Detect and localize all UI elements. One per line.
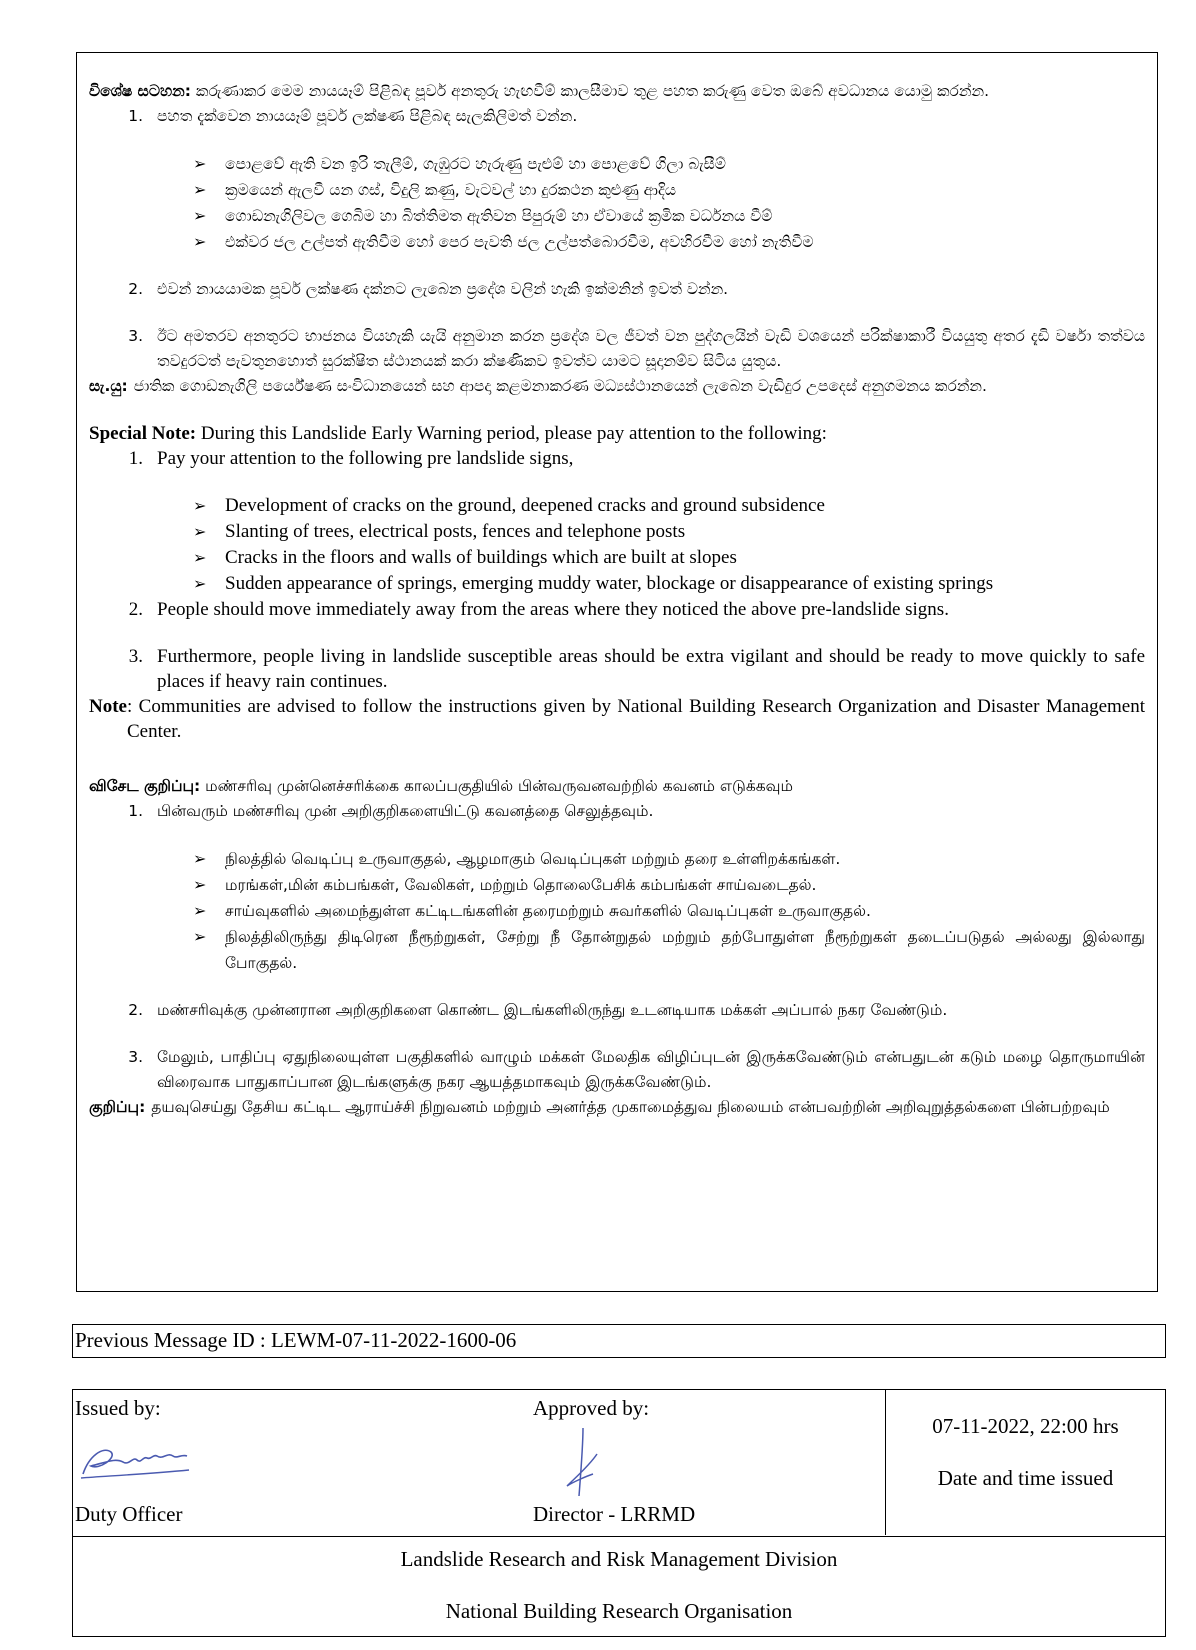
english-section bbox=[89, 421, 1145, 744]
item-number: 1. bbox=[128, 802, 143, 820]
item-text: People should move immediately away from the areas where they noticed the above pre-landslide signs. bbox=[157, 599, 949, 620]
note-text: தயவுசெய்து தேசிய கட்டிட ஆராய்ச்சி நிறுவனம் மற்றும் அனர்த்த முகாமைத்துவ நிலையம் என்பவற்றின் அறிவுறுத்தல்களை பின்பற்றவும் bbox=[151, 1098, 1110, 1116]
issued-by-cell bbox=[73, 1390, 533, 1535]
arrow-bullet-icon: ➢ bbox=[193, 180, 207, 199]
arrow-bullet-icon: ➢ bbox=[193, 927, 207, 946]
list-item: ➢ நிலத்திலிருந்து திடிரென நீரூற்றுகள், சேற்று நீ தோன்றுதல் மற்றும் தற்போதுள்ள நீரூற்றுகள் தடைப்படுதல் அல்லது இல்லாது போகுதல். bbox=[193, 924, 1145, 976]
tamil-note bbox=[89, 1095, 1145, 1120]
sinhala-item-2 bbox=[89, 277, 1145, 302]
note-text: : Communities are advised to follow the instructions given by National Building Research Organization and Disaster Management Center. bbox=[126, 696, 1145, 742]
director-signature-icon bbox=[553, 1426, 613, 1500]
issued-by-label: Issued by: bbox=[75, 1396, 161, 1420]
arrow-bullet-icon: ➢ bbox=[193, 548, 207, 567]
list-item: ➢ ක්‍රමයෙන් ඇලවී යන ගස්, විදුලි කණු, වැටවල් හා දුරකථන කුළුණු ආදිය bbox=[193, 177, 1145, 203]
item-number: 1. bbox=[128, 448, 143, 469]
sinhala-lead bbox=[89, 79, 1145, 104]
english-lead-text: During this Landslide Early Warning period, please pay attention to the following: bbox=[196, 423, 827, 444]
special-note-box bbox=[76, 52, 1158, 1292]
arrow-bullet-icon: ➢ bbox=[193, 849, 207, 868]
item-text: ඊට අමතරව අනතුරට භාජනය වියහැකි යැයි අනුමාන කරන ප්‍රදේශ වල ජීවත් වන පුද්ගලයින් වැඩි වශයෙන් පරික්ෂාකාරී වියයුතු අතර දැඩි වර්ෂා තත්වය තවදුරටත් පැවතුනහොත් සුරක්ෂිත ස්ථානයක් කරා ක්ෂණිකව ඉවත්ව යාමට සූදානම්ව සිටිය යුතුය. bbox=[157, 327, 1145, 370]
arrow-bullet-icon: ➢ bbox=[193, 206, 207, 225]
sinhala-lead-label: විශේෂ සටහන: bbox=[89, 82, 191, 100]
list-item: ➢ Development of cracks on the ground, deepened cracks and ground subsidence bbox=[193, 493, 1145, 519]
list-item: ➢ Sudden appearance of springs, emerging muddy water, blockage or disappearance of existing springs bbox=[193, 571, 1145, 597]
tamil-lead-label: விசேட குறிப்பு: bbox=[89, 777, 201, 795]
note-label: Note bbox=[89, 696, 127, 717]
item-text: Furthermore, people living in landslide susceptible areas should be extra vigilant and should be ready to move quickly to safe places if heavy rain continues. bbox=[157, 646, 1145, 692]
list-item: ➢ சாய்வுகளில் அமைந்துள்ள கட்டிடங்களின் தரைமற்றும் சுவர்களில் வெடிப்புகள் உருவாகுதல். bbox=[193, 898, 1145, 924]
arrow-bullet-icon: ➢ bbox=[193, 574, 207, 593]
organization-name: National Building Research Organisation bbox=[445, 1599, 793, 1623]
item-text: එවන් නායයාමක පූර්ව ලක්ෂණ දක්නට ලැබෙන ප්‍රදේශ වලින් හැකි ඉක්මනින් ඉවත් වන්න. bbox=[157, 280, 729, 298]
duty-officer-signature-icon bbox=[77, 1434, 197, 1484]
item-number: 2. bbox=[128, 599, 143, 620]
sinhala-section bbox=[89, 79, 1145, 399]
arrow-bullet-icon: ➢ bbox=[193, 875, 207, 894]
note-text: ජාතික ගොඩනැගිලි පර්යේෂණ සංවිධානයෙන් සහ ආපදා කළමනාකරණ මධ්‍යස්ථානයෙන් ලැබෙන වැඩිදුර උපදෙස් අනුගමනය කරන්න. bbox=[133, 377, 987, 395]
item-number: 3. bbox=[128, 327, 143, 345]
item-number: 1. bbox=[128, 107, 143, 125]
tamil-lead bbox=[89, 774, 1145, 799]
list-item: ➢ மரங்கள்,மின் கம்பங்கள், வேலிகள், மற்றும் தொலைபேசிக் கம்பங்கள் சாய்வடைதல். bbox=[193, 872, 1145, 898]
sinhala-item-3 bbox=[89, 324, 1145, 374]
list-item: ➢ ගොඩනැගිලිවල ගෙබිම හා බිත්තිමත ඇතිවන පිපුරුම් හා ඒවායේ ක්‍රමික වර්ධනය වීම් bbox=[193, 203, 1145, 229]
tamil-section bbox=[89, 774, 1145, 1120]
list-item: ➢ Slanting of trees, electrical posts, fences and telephone posts bbox=[193, 519, 1145, 545]
list-item: ➢ පොළවේ ඇති වන ඉරි තැලීම්, ගැඹුරට හැරුණු පැළුම් හා පොළවේ ගිලා බැසීම් bbox=[193, 151, 1145, 177]
item-text: மேலும், பாதிப்பு ஏதுநிலையுள்ள பகுதிகளில் வாழும் மக்கள் மேலதிக விழிப்புடன் இருக்கவேண்டும் என்பதுடன் கடும் மழை தொருமாயின் விரைவாக பாதுகாப்பான இடங்களுக்கு நகர ஆயத்தமாகவும் இருக்கவேண்டும். bbox=[157, 1048, 1145, 1091]
organization-row bbox=[73, 1537, 1165, 1636]
issue-table bbox=[72, 1389, 1166, 1637]
issued-by-role: Duty Officer bbox=[75, 1502, 183, 1526]
list-item: ➢ එක්වර ජල උල්පත් ඇතිවීම හෝ පෙර පැවති ජල උල්පත්බොරවීම, අවහිරවීම හෝ නැතිවීම bbox=[193, 229, 1145, 255]
tamil-item-3 bbox=[89, 1045, 1145, 1095]
english-item-3 bbox=[89, 644, 1145, 694]
tamil-item-2 bbox=[89, 998, 1145, 1023]
item-text: පහත දැක්වෙන නායයෑම් පූර්ව ලක්ෂණ පිළිබඳ සැලකිලිමත් වන්න. bbox=[157, 107, 578, 125]
item-number: 3. bbox=[128, 646, 143, 667]
arrow-bullet-icon: ➢ bbox=[193, 496, 207, 515]
issue-datetime: 07-11-2022, 22:00 hrs bbox=[932, 1414, 1119, 1438]
item-text: பின்வரும் மண்சரிவு முன் அறிகுறிகளையிட்டு கவனத்தை செலுத்தவும். bbox=[157, 802, 654, 820]
arrow-bullet-icon: ➢ bbox=[193, 522, 207, 541]
english-bullets bbox=[89, 493, 1145, 597]
division-name: Landslide Research and Risk Management Division bbox=[400, 1547, 838, 1571]
date-cell bbox=[885, 1390, 1165, 1535]
arrow-bullet-icon: ➢ bbox=[193, 901, 207, 920]
arrow-bullet-icon: ➢ bbox=[193, 154, 207, 173]
item-number: 3. bbox=[128, 1048, 143, 1066]
sinhala-lead-text: කරුණාකර මෙම නායයෑම් පිළිබඳ පූර්ව අනතුරු හැඟවීම් කාලසීමාව තුළ පහත කරුණු වෙත ඔබේ අවධානය යොමු කරන්න. bbox=[190, 82, 990, 100]
list-item: ➢ நிலத்தில் வெடிப்பு உருவாகுதல், ஆழமாகும் வெடிப்புகள் மற்றும் தரை உள்ளிறக்கங்கள். bbox=[193, 846, 1145, 872]
item-number: 2. bbox=[128, 280, 143, 298]
tamil-item-1 bbox=[89, 799, 1145, 824]
tamil-lead-text: மண்சரிவு முன்னெச்சரிக்கை காலப்பகுதியில் பின்வருவனவற்றில் கவனம் எடுக்கவும் bbox=[200, 777, 793, 795]
sinhala-item-1 bbox=[89, 104, 1145, 129]
english-item-1 bbox=[89, 446, 1145, 471]
approved-by-cell bbox=[533, 1390, 885, 1535]
note-label: குறிப்பு: bbox=[89, 1098, 146, 1116]
note-label: සැ.යු: bbox=[89, 377, 128, 395]
issue-row bbox=[73, 1390, 1165, 1537]
approved-by-label: Approved by: bbox=[533, 1396, 650, 1420]
issue-datetime-label: Date and time issued bbox=[937, 1466, 1114, 1490]
item-text: Pay your attention to the following pre landslide signs, bbox=[157, 448, 574, 469]
tamil-bullets bbox=[89, 846, 1145, 976]
item-number: 2. bbox=[128, 1001, 143, 1019]
sinhala-bullets bbox=[89, 151, 1145, 255]
english-lead-label: Special Note: bbox=[89, 423, 197, 444]
previous-message-id: Previous Message ID : LEWM-07-11-2022-1600-06 bbox=[72, 1324, 1166, 1358]
english-item-2 bbox=[89, 597, 1145, 622]
list-item: ➢ Cracks in the floors and walls of buildings which are built at slopes bbox=[193, 545, 1145, 571]
english-note bbox=[89, 694, 1145, 744]
sinhala-note bbox=[89, 374, 1145, 399]
english-lead bbox=[89, 421, 1145, 446]
arrow-bullet-icon: ➢ bbox=[193, 232, 207, 251]
approved-by-role: Director - LRRMD bbox=[533, 1502, 696, 1526]
item-text: மண்சரிவுக்கு முன்னரான அறிகுறிகளை கொண்ட இடங்களிலிருந்து உடனடியாக மக்கள் அப்பால் நகர வேண்டும். bbox=[157, 1001, 948, 1019]
